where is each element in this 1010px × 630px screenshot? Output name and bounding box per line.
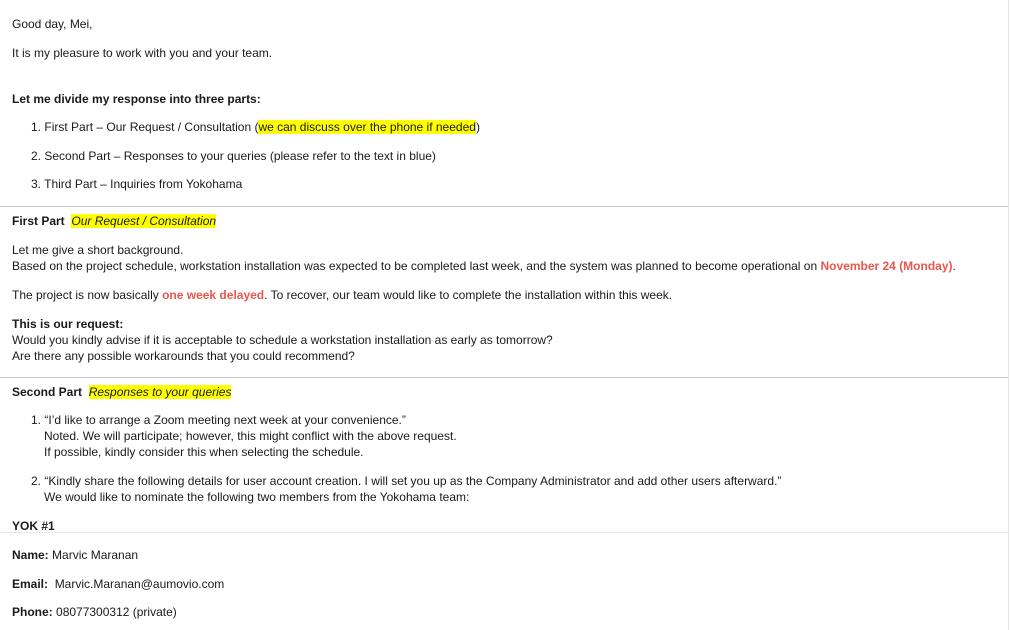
list-number: 2. [31,474,42,488]
answer-line: We would like to nominate the following two members from the Yokohama team: [44,490,470,504]
background-line: Let me give a short background. [12,243,184,257]
delay-end: . To recover, our team would like to complete the installation within this week. [264,288,673,302]
divide-line: Let me divide my response into three parts: [12,92,261,106]
delay-line [12,288,672,303]
schedule-date: November 24 (Monday) [820,259,953,273]
highlighted-text: we can discuss over the phone if needed [258,120,476,134]
greeting: Good day, Mei, [12,17,93,31]
first-part-heading [12,214,216,229]
heading-highlight: Our Request / Consultation [71,214,217,228]
second-part-heading [12,385,231,400]
answer-line: Noted. We will participate; however, this might conflict with the above request. [44,429,457,443]
list-text: Second Part – Responses to your queries (please refer to the text in blue) [44,149,436,163]
list-text: First Part – Our Request / Consultation ( [44,120,259,134]
list-item [31,177,242,192]
email-label: Email: [12,577,49,591]
schedule-line [12,259,956,274]
heading-label: First Part [12,214,65,228]
query-text: “Kindly share the following details for user account creation. I will set you up as the Company Administrator and add other users afterward.” [44,474,782,488]
heading-label: Second Part [12,385,83,399]
section-divider [0,206,1008,207]
delay-text: The project is now basically [12,288,163,302]
delay-highlight: one week delayed [162,288,265,302]
email-value[interactable]: Marvic.Maranan@aumovio.com [54,577,225,591]
list-number: 1. [31,413,42,427]
section-divider [0,377,1008,378]
list-text-tail: ) [475,120,480,134]
member-phone-row [12,605,177,620]
list-item [31,120,480,135]
pleasure-line: It is my pleasure to work with you and your team. [12,46,273,60]
list-number: 1. [31,120,42,134]
schedule-end: . [952,259,956,273]
member-email-row [12,577,224,592]
list-number: 3. [31,177,42,191]
query-text: “I’d like to arrange a Zoom meeting next week at your convenience.” [44,413,406,427]
name-value: Marvic Maranan [52,548,139,562]
heading-highlight: Responses to your queries [88,385,232,399]
member-divider [0,532,1008,533]
schedule-text: Based on the project schedule, workstation installation was expected to be completed last week, and the system was planned to become operational on [12,259,821,273]
phone-value: 08077300312 (private) [56,605,177,619]
query-item [31,413,406,428]
list-item [31,149,436,164]
request-label: This is our request: [12,317,124,331]
list-number: 2. [31,149,42,163]
phone-label: Phone: [12,605,53,619]
member-title: YOK #1 [12,519,55,533]
request-line: Would you kindly advise if it is acceptable to schedule a workstation installation as early as tomorrow? [12,333,553,347]
name-label: Name: [12,548,49,562]
list-text: Third Part – Inquiries from Yokohama [44,177,243,191]
request-line: Are there any possible workarounds that you could recommend? [12,349,355,363]
member-name-row [12,548,138,563]
answer-line: If possible, kindly consider this when selecting the schedule. [44,445,364,459]
query-item [31,474,781,489]
